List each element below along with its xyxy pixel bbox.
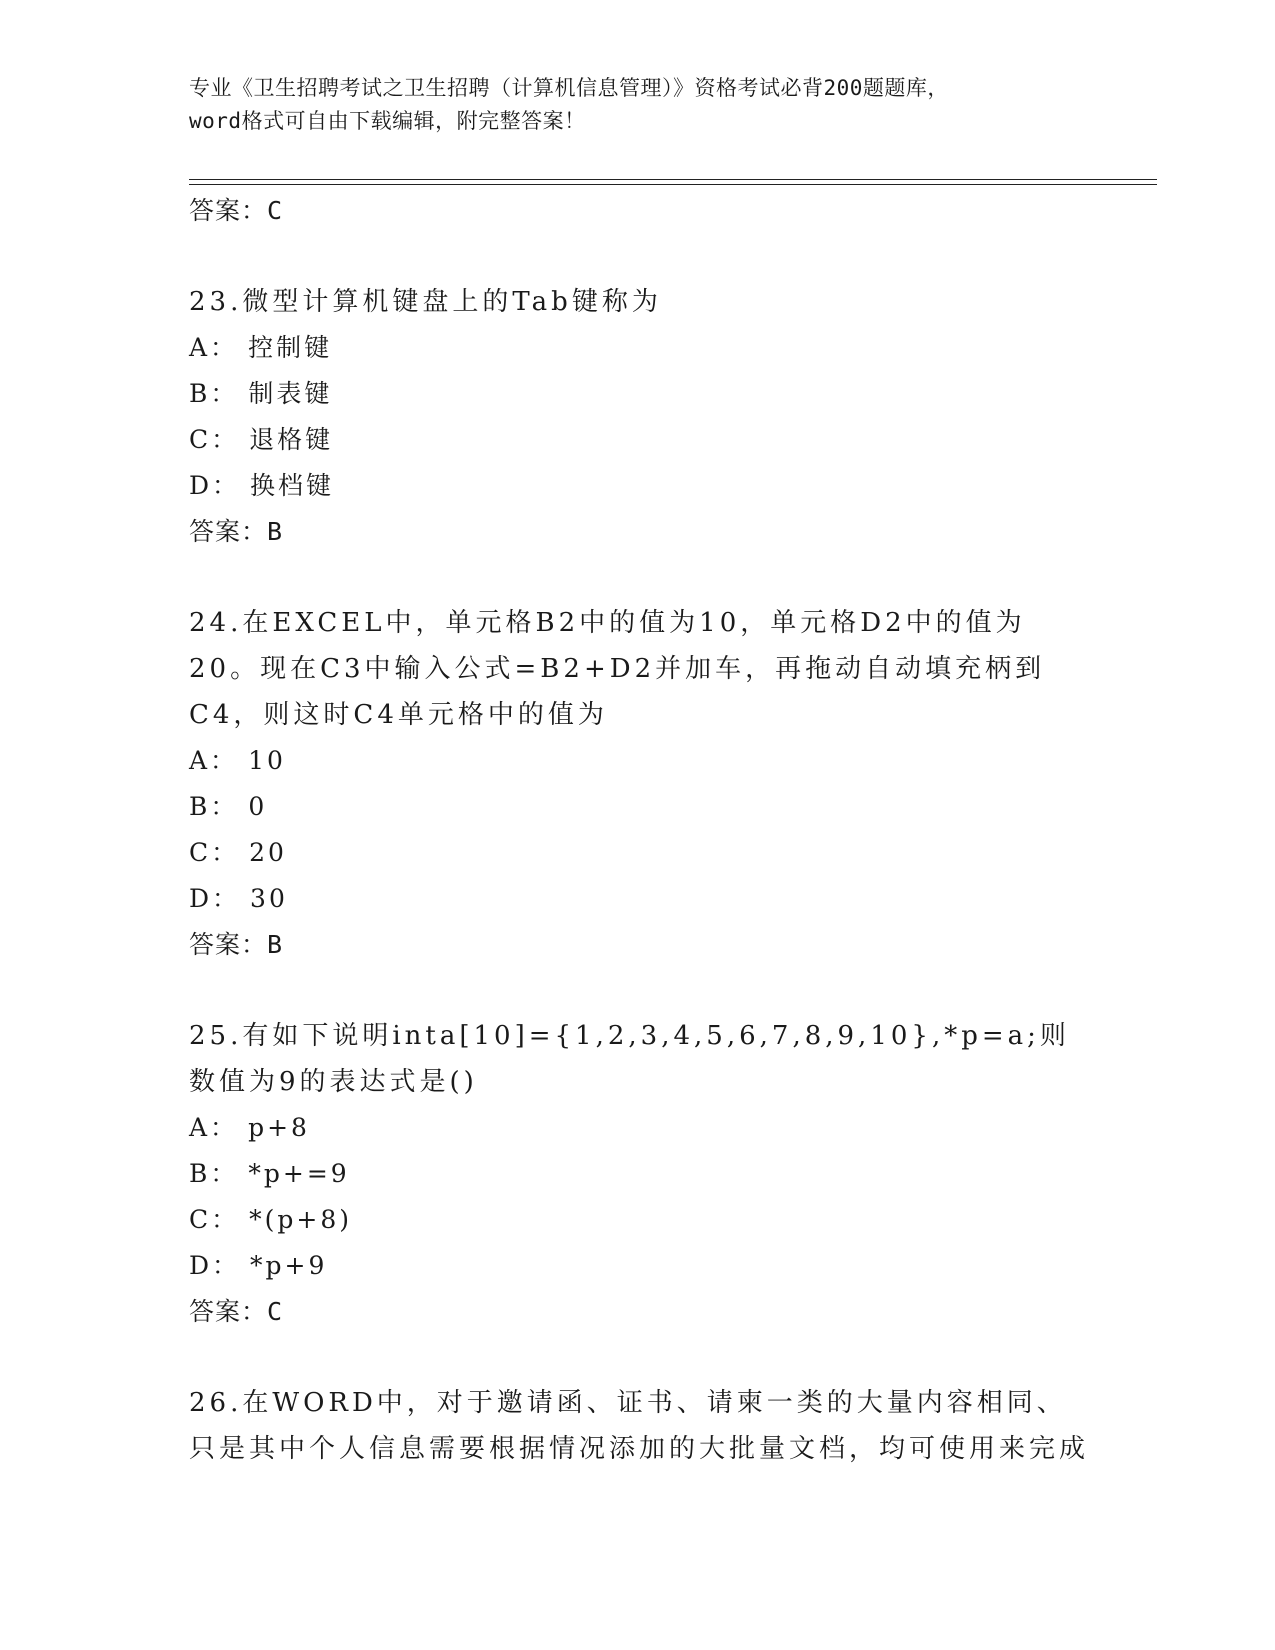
question-stem: 24.在EXCEL中，单元格B2中的值为10，单元格D2中的值为20。现在C3中输入公式=B2+D2并加车，再拖动自动填充柄到C4，则这时C4单元格中的值为	[189, 608, 1046, 730]
question-answer: 答案：C	[189, 1297, 284, 1326]
option-text: *p+9	[250, 1251, 328, 1280]
header-line-2: word格式可自由下载编辑，附完整答案！	[189, 109, 586, 133]
question-stem: 26.在WORD中，对于邀请函、证书、请柬一类的大量内容相同、只是其中个人信息需要根据情况添加的大批量文档，均可使用来完成	[189, 1388, 1090, 1464]
option-letter: B：	[189, 379, 239, 408]
option-c	[189, 1197, 1089, 1243]
option-d	[189, 1243, 1089, 1289]
previous-answer: 答案：C	[189, 196, 284, 225]
question-25	[189, 1013, 1089, 1335]
option-letter: D：	[189, 471, 241, 500]
option-letter: B：	[189, 1159, 239, 1188]
question-23	[189, 279, 1089, 555]
option-text: *p+=9	[248, 1159, 350, 1188]
question-answer: 答案：B	[189, 930, 284, 959]
header-line-1: 专业《卫生招聘考试之卫生招聘（计算机信息管理）》资格考试必背200题题库，	[189, 76, 949, 100]
option-letter: C：	[189, 425, 240, 454]
option-text: 退格键	[249, 425, 334, 454]
option-letter: C：	[189, 1205, 240, 1234]
option-b	[189, 371, 1089, 417]
option-text: 10	[248, 746, 286, 775]
question-answer: 答案：B	[189, 517, 284, 546]
option-text: 30	[250, 884, 288, 913]
option-letter: A：	[189, 333, 239, 362]
option-c	[189, 417, 1089, 463]
option-letter: B：	[189, 792, 239, 821]
document-body	[189, 188, 1089, 1472]
option-b	[189, 784, 1089, 830]
option-text: 制表键	[248, 379, 333, 408]
document-header	[189, 72, 1089, 138]
question-stem: 23.微型计算机键盘上的Tab键称为	[189, 287, 662, 317]
option-text: 20	[249, 838, 287, 867]
option-text: 0	[248, 792, 268, 821]
option-text: p+8	[248, 1113, 310, 1142]
option-text: *(p+8)	[249, 1205, 353, 1234]
option-letter: A：	[189, 1113, 239, 1142]
header-divider-bottom	[189, 184, 1157, 185]
option-d	[189, 463, 1089, 509]
option-letter: A：	[189, 746, 239, 775]
option-c	[189, 830, 1089, 876]
header-divider-top	[189, 179, 1157, 180]
question-stem: 25.有如下说明inta[10]={1,2,3,4,5,6,7,8,9,10},*p=a;则数值为9的表达式是()	[189, 1021, 1070, 1097]
question-24	[189, 600, 1089, 968]
option-letter: D：	[189, 1251, 241, 1280]
option-letter: C：	[189, 838, 240, 867]
option-d	[189, 876, 1089, 922]
option-letter: D：	[189, 884, 241, 913]
option-text: 换档键	[250, 471, 335, 500]
option-a	[189, 738, 1089, 784]
option-a	[189, 325, 1089, 371]
option-text: 控制键	[248, 333, 333, 362]
option-b	[189, 1151, 1089, 1197]
option-a	[189, 1105, 1089, 1151]
question-26	[189, 1380, 1089, 1472]
